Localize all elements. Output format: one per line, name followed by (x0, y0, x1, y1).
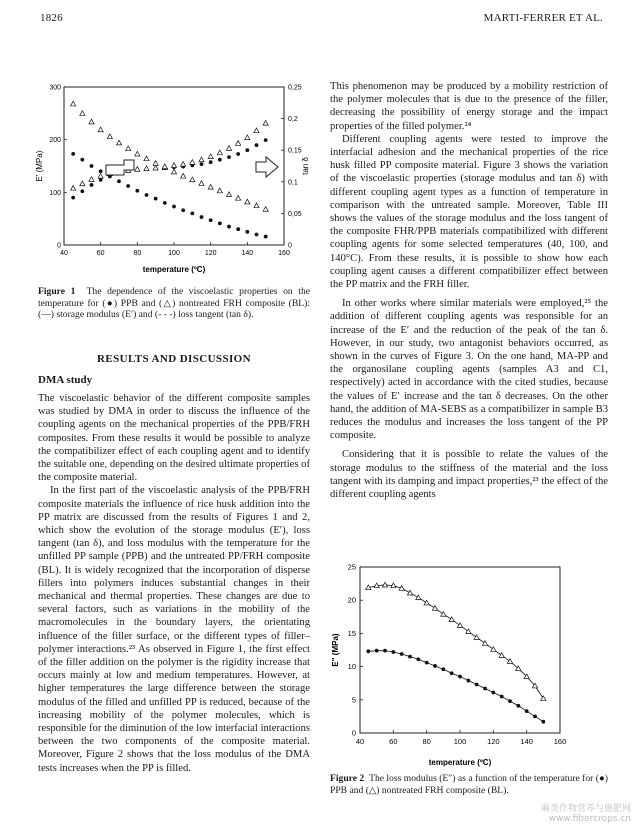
figure-1-data-point (263, 120, 268, 125)
figure-2-y-tick-label: 15 (347, 628, 356, 638)
figure-2-caption-label: Figure 2 (330, 773, 365, 784)
left-paragraph-2: In the first part of the viscoelastic analysis of the PPB/FRH composite materials the influence of rice husk addition into the PP matrix are discussed from the results of Figures 1 and 2, which show the evolution of the storage modulus (E′), loss tangent (tan δ), and loss modulus with the temperature for the unfilled PP sample (PPB) and the untreated PP/FRH composite (BL). It is widely recognized that the incorporation of disperse fillers into polymers induces substantial changes in their mechanical and thermal properties. These changes are due to several factors, such as variations in the mobility of the macromolecules in the boundary layers, the orientating influence of the filler surface, or the different types of filler–polymer interactions.²³ As observed in Figure 1, the first effect of the filler addition on the polymer is the rigidity increase that occurs mainly at low and medium temperatures. However, at higher temperatures the large difference between the storage modulus of the filled and unfilled PP is reduced, because of the increasing mobility of the polymer molecules, which is responsible for the diminution of the low interfacial interactions between the two components of the composite material. Moreover, Figure 2 shows that the loss modulus of the DMA tests increases when the PP is filled. (38, 485, 310, 774)
figure-1-x-tick-label: 60 (96, 250, 105, 257)
figure-1-data-point (208, 184, 213, 189)
figure-1-data-point (226, 146, 231, 151)
figure-1-data-point (199, 157, 204, 162)
watermark-line-2: www.fibercrops.cn (548, 814, 631, 824)
figure-1-data-point (80, 189, 84, 193)
figure-1-data-point (135, 167, 140, 172)
figure-2-data-point (474, 635, 479, 640)
figure-1-data-point (80, 181, 85, 186)
figure-2-x-tick-label: 100 (453, 737, 467, 746)
figure-2-data-point (408, 655, 412, 659)
figure-2-y-tick-label: 20 (347, 595, 356, 605)
watermark (541, 804, 631, 824)
figure-1-data-point (126, 184, 130, 188)
figure-2-data-point (466, 629, 471, 634)
figure-1-right-tick-label: 0,25 (288, 84, 302, 92)
figure-2-y-tick-label: 0 (351, 728, 356, 738)
figure-1-left-tick-label: 300 (49, 84, 61, 92)
figure-1-data-point (135, 189, 139, 193)
figure-1-data-point (217, 188, 222, 193)
figure-2-y-tick-label: 10 (347, 662, 356, 672)
figure-2-x-tick-label: 140 (520, 737, 533, 746)
figure-1-right-tick-label: 0,1 (288, 179, 298, 187)
figure-2-data-point (525, 709, 529, 713)
figure-1-data-point (236, 196, 241, 201)
figure-2-data-point (433, 664, 437, 668)
figure-1-data-point (172, 205, 176, 209)
figure-2-data-point (441, 667, 445, 671)
figure-2-data-point (516, 704, 520, 708)
subsection-title: DMA study (38, 374, 93, 386)
figure-1-caption-label: Figure 1 (38, 286, 76, 297)
figure-1-data-point (89, 119, 94, 124)
figure-2-data-point (382, 582, 387, 587)
figure-2-data-point (416, 595, 421, 600)
figure-1-data-point (245, 135, 250, 140)
figure-1-data-point (245, 199, 250, 204)
figure-2-data-point (432, 606, 437, 611)
figure-1-data-point (264, 138, 268, 142)
right-paragraph-3: In other works where similar materials were employed,²⁵ the addition of different coupling agents was responsible for an increase of the E′ and the reduction of the peak of the tan δ. However, in our study, two antagonist behaviors occurred, as shown in the curves of Figure 3. On the one hand, MA-PP and the organosilane coupling agents (samples A3 and C1, respectively) acted in accordance with the cited studies, because the values of E′ increase and the tan δ decreases. On the other hand, the addition of MA-SEBS as a compatibilizer in sample B3 reduces the modulus and increases the loss tangent of the PP composite. (330, 298, 608, 442)
figure-1-data-point (126, 146, 131, 151)
figure-1-data-point (200, 162, 204, 166)
figure-2-data-point (491, 647, 496, 652)
figure-2-data-point (533, 715, 537, 719)
figure-1-data-point (117, 179, 121, 183)
figure-2-data-point (450, 671, 454, 675)
figure-2-data-point (366, 649, 370, 653)
figure-2-caption (330, 773, 608, 796)
figure-1-x-tick-label: 160 (278, 250, 290, 257)
figure-2-y-tick-label: 25 (347, 562, 356, 572)
figure-1-left-tick-label: 0 (57, 242, 61, 250)
figure-1-data-point (163, 201, 167, 205)
figure-2-data-point (482, 641, 487, 646)
figure-1-data-point (71, 101, 76, 106)
figure-1-data-point (236, 227, 240, 231)
figure-1-data-point (171, 169, 176, 174)
figure-1-data-point (181, 173, 186, 178)
figure-2-x-axis-label: temperature (ºC) (428, 758, 492, 767)
figure-1-x-tick-label: 80 (133, 250, 142, 257)
figure-1-data-point (218, 158, 222, 162)
figure-2-data-point (491, 691, 495, 695)
figure-1-data-point (145, 193, 149, 197)
figure-1-left-tick-label: 200 (49, 137, 61, 145)
figure-1-data-point (255, 143, 259, 147)
figure-1-data-point (144, 156, 149, 161)
figure-2-chart (330, 555, 580, 770)
figure-1-data-point (218, 222, 222, 226)
figure-2-data-point (541, 696, 546, 701)
right-paragraph-4: Considering that it is possible to relate the values of the storage modulus to the stiffness of the material and the loss tangent with its damping and impact properties,²³ the effect of the different coupling agents (330, 449, 608, 501)
figure-2-data-point (425, 661, 429, 665)
figure-1-data-point (98, 174, 103, 179)
figure-2-series-line (368, 651, 543, 722)
figure-2-caption-text: The loss modulus (E″) as a function of the temperature for (●) PPB and (△) nontreated FRH composite (BL). (330, 773, 609, 796)
figure-1-data-point (181, 162, 186, 167)
figure-1-data-point (90, 164, 94, 168)
figure-1-x-tick-label: 100 (168, 250, 180, 257)
figure-1-data-point (135, 151, 140, 156)
figure-2-data-point (407, 590, 412, 595)
figure-1-data-point (99, 169, 103, 173)
figure-1-x-axis-label: temperature (ºC) (142, 265, 206, 274)
figure-2-data-point (458, 675, 462, 679)
figure-1-data-point (208, 154, 213, 159)
figure-2-x-tick-label: 160 (553, 737, 567, 746)
figure-2-data-point (499, 653, 504, 658)
figure-2-data-point (400, 652, 404, 656)
figure-1-data-point (190, 212, 194, 216)
running-title: MARTI-FERRER ET AL. (483, 12, 603, 24)
figure-1-data-point (116, 140, 121, 145)
figure-1-data-point (98, 127, 103, 132)
figure-2-data-point (441, 612, 446, 617)
figure-1-data-point (71, 196, 75, 200)
figure-1-data-point (89, 177, 94, 182)
figure-1-right-tick-label: 0 (288, 242, 292, 250)
figure-1-data-point (245, 148, 249, 152)
figure-2-data-point (541, 720, 545, 724)
figure-2-plot-frame (360, 567, 560, 733)
figure-2-data-point (483, 687, 487, 691)
figure-1-data-point (171, 163, 176, 168)
right-paragraph-2: Different coupling agents were tested to improve the interfacial adhesion and the mechanical properties of the rice husk filled PP composite material. Figure 3 shows the variation of the viscoelastic properties (storage modulus and tan δ) with different coupling agent types as a function of temperature in comparison with the untreated sample. Moreover, Table III shows the values of the storage modulus and the loss tangent of the composite FHR/PPB materials compatibilized with different coupling agents for some selected temperatures (40, 100, and 140°C). From these results, it is possible to show how each coupling agent causes a different compatibilizer effect between the PP matrix and the FRH filler. (330, 133, 608, 291)
figure-1-data-point (226, 192, 231, 197)
figure-1-x-tick-label: 120 (204, 250, 217, 257)
left-column-text (38, 392, 310, 775)
figure-2-y-tick-label: 5 (351, 695, 356, 705)
figure-1-data-point (209, 160, 213, 164)
figure-2-data-point (383, 649, 387, 653)
figure-1-data-point (236, 141, 241, 146)
figure-1-chart (36, 76, 316, 276)
figure-1-data-point (263, 207, 268, 212)
figure-1-data-point (71, 186, 76, 191)
figure-1-right-tick-label: 0,05 (288, 210, 302, 218)
figure-2-data-point (508, 699, 512, 703)
figure-1-data-point (154, 197, 158, 201)
figure-2-data-point (500, 695, 504, 699)
figure-1-data-point (217, 150, 222, 155)
figure-1-data-point (264, 235, 268, 239)
figure-1-data-point (254, 128, 259, 133)
figure-1-x-tick-label: 40 (60, 250, 68, 257)
figure-1-data-point (80, 111, 85, 116)
figure-1-right-tick-label: 0,15 (288, 147, 302, 155)
figure-2-data-point (457, 623, 462, 628)
figure-2-data-point (375, 649, 379, 653)
figure-1-data-point (209, 218, 213, 222)
figure-2-data-point (466, 679, 470, 683)
figure-1-data-point (90, 183, 94, 187)
figure-1-data-point (236, 152, 240, 156)
figure-1-x-tick-label: 140 (241, 250, 254, 257)
section-title: RESULTS AND DISCUSSION (97, 353, 251, 365)
figure-2-data-point (416, 657, 420, 661)
figure-2-y-axis-label: E" (MPa) (331, 633, 340, 667)
figure-1-data-point (153, 165, 158, 170)
figure-2-x-tick-label: 40 (355, 737, 365, 746)
figure-1-data-point (199, 181, 204, 186)
figure-1-data-point (190, 177, 195, 182)
figure-1-right-tick-label: 0,2 (288, 116, 298, 124)
figure-1-data-point (227, 225, 231, 229)
figure-1-data-point (80, 158, 84, 162)
figure-1-caption (38, 286, 310, 321)
figure-1-data-point (255, 233, 259, 237)
figure-1-data-point (162, 164, 167, 169)
figure-1-data-point (200, 215, 204, 219)
figure-2-x-tick-label: 60 (389, 737, 398, 746)
figure-1-data-point (254, 203, 259, 208)
figure-2-x-tick-label: 80 (422, 737, 431, 746)
figure-1-data-point (107, 134, 112, 139)
watermark-line-1: 麻类作物营养与施肥网 (540, 804, 631, 814)
figure-2-data-point (424, 600, 429, 605)
figure-1-data-point (227, 155, 231, 159)
figure-1-data-point (245, 230, 249, 234)
right-column-text (330, 80, 608, 501)
left-paragraph-1: The viscoelastic behavior of the different composite samples was studied by DMA in order to discuss the influence of the coupling agents on the mechanical properties of the PPB/FRH composites. From these results it would be possible to analyze the compatibilizer effect of each coupling agent and to identify the suitable one, depending on the desired ultimate properties of the composite material. (38, 393, 310, 484)
figure-1-data-point (181, 208, 185, 212)
figure-2-data-point (449, 617, 454, 622)
figure-2-data-point (507, 659, 512, 664)
figure-1-left-axis-label: E' (MPa) (35, 150, 44, 182)
right-paragraph-1: This phenomenon may be produced by a mobility restriction of the polymer molecules that is due to the presence of the filler, decreasing the possibility of energy storage and the impact properties of the filled polymer.²⁴ (330, 81, 608, 132)
figure-1-data-point (144, 166, 149, 171)
figure-2-data-point (391, 650, 395, 654)
figure-1-data-point (190, 160, 195, 165)
right-arrow-icon (256, 157, 278, 177)
figure-1-data-point (71, 152, 75, 156)
figure-1-caption-text: The dependence of the viscoelastic properties on the temperature for (●) PPB and (△) nontreated FRH composite (BL): (—) storage modulus (E′) and (- - -) loss tangent (tan δ). (38, 286, 310, 321)
figure-1-left-tick-label: 100 (49, 189, 61, 197)
figure-1-right-axis-label: tan δ (301, 157, 310, 175)
figure-1-data-point (99, 178, 103, 182)
figure-2-series-line (368, 585, 543, 699)
figure-2-data-point (475, 683, 479, 687)
page-number: 1826 (40, 12, 63, 24)
figure-2-x-tick-label: 120 (487, 737, 500, 746)
